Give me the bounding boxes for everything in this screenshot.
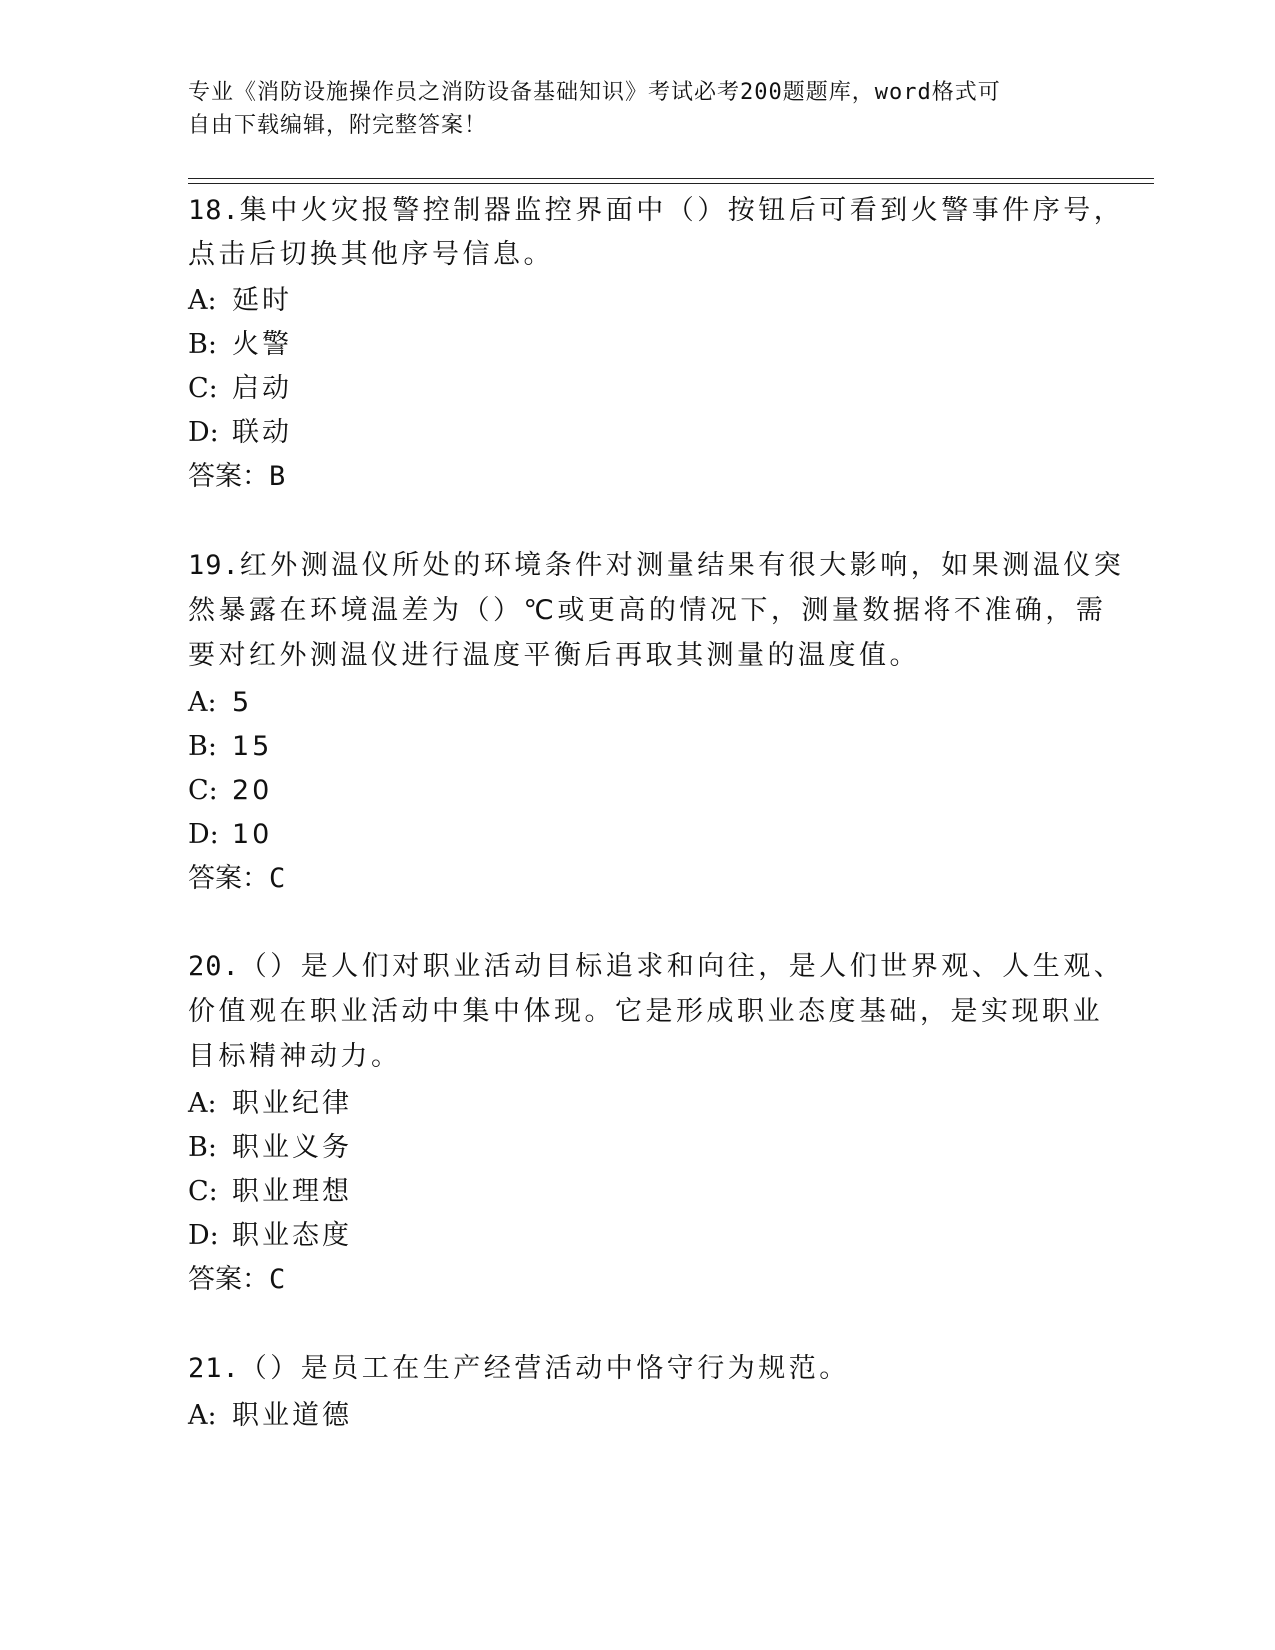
option-text: 职业道德 (232, 1400, 352, 1431)
option-text: 延时 (232, 285, 292, 316)
question-19-option-d (188, 815, 272, 855)
header-divider-bottom (188, 183, 1154, 184)
question-18-answer (188, 457, 285, 497)
answer-label: 答案： (188, 461, 269, 492)
question-18-option-b (188, 325, 292, 365)
question-18-option-a (188, 281, 292, 321)
header-divider-top (188, 178, 1154, 179)
option-text: 联动 (232, 417, 292, 448)
option-text: 15 (232, 731, 273, 762)
question-21-line-1 (188, 1346, 850, 1391)
question-20-answer (188, 1260, 285, 1300)
question-21-option-a (188, 1396, 352, 1436)
question-19-line-3: 要对红外测温仪进行温度平衡后再取其测量的温度值。 (188, 640, 920, 671)
question-18-option-c (188, 369, 292, 409)
question-text: （）是人们对职业活动目标追求和向往，是人们世界观、人生观、 (239, 951, 1125, 982)
question-text: （）是员工在生产经营活动中恪守行为规范。 (239, 1353, 850, 1384)
question-number: 20. (188, 951, 240, 982)
option-text: 20 (232, 775, 273, 806)
question-19-line-1 (188, 543, 1124, 588)
option-key: A: (188, 285, 217, 316)
option-key: D: (188, 819, 219, 850)
question-18-option-d (188, 413, 292, 453)
option-text: 10 (232, 819, 273, 850)
option-text: 火警 (232, 329, 292, 360)
answer-value: C (269, 863, 286, 894)
option-key: D: (188, 1220, 219, 1251)
option-text: 职业理想 (232, 1176, 352, 1207)
question-number: 21. (188, 1353, 240, 1384)
option-text: 5 (232, 687, 253, 718)
option-key: C: (188, 775, 218, 806)
header-line: 专业《消防设施操作员之消防设备基础知识》考试必考200题题库，word格式可 (188, 80, 1001, 105)
option-key: A: (188, 1088, 217, 1119)
option-text: 职业态度 (232, 1220, 352, 1251)
option-key: D: (188, 417, 219, 448)
question-20-line-1 (188, 944, 1124, 989)
question-18-line-2: 点击后切换其他序号信息。 (188, 239, 554, 270)
option-key: C: (188, 373, 218, 404)
question-18-line-1 (188, 188, 1124, 233)
question-19-answer (188, 859, 285, 899)
question-number: 18. (188, 195, 240, 226)
option-key: A: (188, 1400, 217, 1431)
question-20-option-c (188, 1172, 352, 1212)
question-19-option-c (188, 771, 272, 811)
question-20-line-3: 目标精神动力。 (188, 1041, 402, 1072)
header-line: 自由下载编辑，附完整答案！ (188, 113, 488, 138)
option-text: 职业义务 (232, 1132, 352, 1163)
option-key: B: (188, 731, 217, 762)
option-text: 启动 (232, 373, 292, 404)
answer-label: 答案： (188, 863, 269, 894)
question-text: 红外测温仪所处的环境条件对测量结果有很大影响，如果测温仪突 (239, 550, 1125, 581)
answer-label: 答案： (188, 1264, 269, 1295)
answer-value: B (269, 461, 286, 492)
document-header (188, 76, 1088, 142)
question-text: 集中火灾报警控制器监控界面中（）按钮后可看到火警事件序号， (239, 195, 1125, 226)
option-key: C: (188, 1176, 218, 1207)
question-20-option-b (188, 1128, 352, 1168)
question-number: 19. (188, 550, 240, 581)
question-19-line-2: 然暴露在环境温差为（）℃或更高的情况下，测量数据将不准确，需 (188, 595, 1107, 626)
option-text: 职业纪律 (232, 1088, 352, 1119)
question-20-line-2: 价值观在职业活动中集中体现。它是形成职业态度基础，是实现职业 (188, 996, 1103, 1027)
question-20-option-a (188, 1084, 352, 1124)
option-key: B: (188, 1132, 217, 1163)
question-19-option-a (188, 683, 252, 723)
answer-value: C (269, 1264, 286, 1295)
question-20-option-d (188, 1216, 352, 1256)
question-19-option-b (188, 727, 272, 767)
option-key: A: (188, 687, 217, 718)
option-key: B: (188, 329, 217, 360)
